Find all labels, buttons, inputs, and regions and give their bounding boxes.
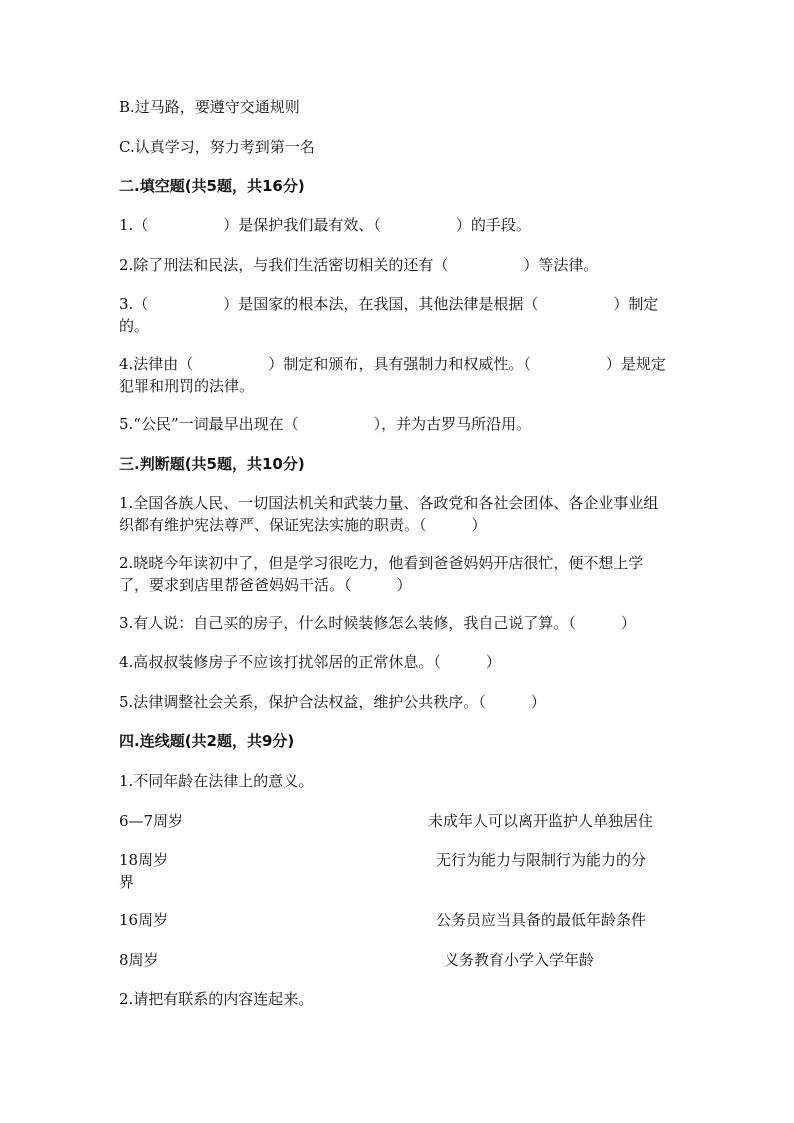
judge-question-4: 4.高叔叔装修房子不应该打扰邻居的正常休息。（ ）: [119, 653, 501, 671]
match-question-2-prompt: 2.请把有联系的内容连起来。: [119, 990, 314, 1008]
option-c: C.认真学习，努力考到第一名: [119, 138, 315, 156]
match-right-item: 公务员应当具备的最低年龄条件: [436, 911, 647, 929]
match-right-item: 义务教育小学入学年龄: [444, 951, 595, 969]
match-left-item: 18周岁: [119, 851, 169, 869]
judge-question-3: 3.有人说：自己买的房子，什么时候装修怎么装修，我自己说了算。（ ）: [119, 614, 636, 632]
match-left-item: 16周岁: [119, 911, 169, 929]
fill-question-4: 4.法律由（ ）制定和颁布，具有强制力和权威性。（ ）是规定犯罪和刑罚的法律。: [119, 355, 666, 395]
match-question-1-prompt: 1.不同年龄在法律上的意义。: [119, 772, 314, 790]
match-left-item: 6—7周岁: [119, 812, 184, 830]
fill-question-1: 1.（ ）是保护我们最有效、（ ）的手段。: [119, 216, 531, 234]
judge-question-2: 2.晓晓今年读初中了，但是学习很吃力，他看到爸爸妈妈开店很忙，便不想上学了，要求到店里帮爸爸妈妈干活。（ ）: [119, 554, 644, 594]
option-b: B.过马路，要遵守交通规则: [119, 98, 300, 116]
judge-question-1: 1.全国各族人民、一切国法机关和武装力量、各政党和各社会团体、各企业事业组织都有维护宪法尊严、保证宪法实施的职责。（ ）: [119, 494, 659, 534]
section-three-heading: 三.判断题(共5题，共10分): [119, 455, 305, 473]
match-right-item: 未成年人可以离开监护人单独居住: [428, 812, 654, 830]
match-right-item: 无行为能力与限制行为能力的分: [436, 851, 647, 869]
match-right-item-wrap: 界: [119, 873, 135, 891]
fill-question-3: 3.（ ）是国家的根本法，在我国，其他法律是根据（ ）制定的。: [119, 295, 659, 335]
fill-question-5: 5.“公民”一词最早出现在（ ），并为古罗马所沿用。: [119, 415, 532, 433]
section-four-heading: 四.连线题(共2题，共9分): [119, 732, 295, 750]
section-two-heading: 二.填空题(共5题，共16分): [119, 177, 305, 195]
judge-question-5: 5.法律调整社会关系，保护合法权益，维护公共秩序。（ ）: [119, 693, 546, 711]
fill-question-2: 2.除了刑法和民法，与我们生活密切相关的还有（ ）等法律。: [119, 256, 599, 274]
match-left-item: 8周岁: [119, 951, 159, 969]
